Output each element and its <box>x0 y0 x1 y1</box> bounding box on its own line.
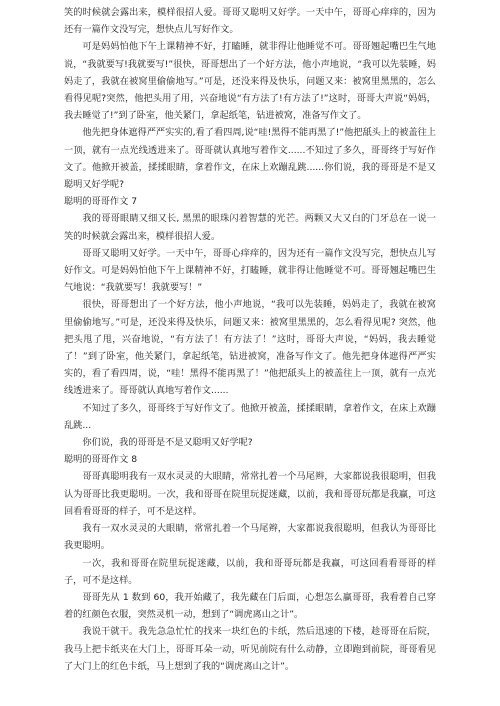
paragraph: 哥哥先从 1 数到 60，我开始藏了，我先藏在门后面，心想怎么赢哥哥，我看着自己穿着的红颜色衣服，突然灵机一动，想到了“调虎离山之计”。 <box>64 591 436 621</box>
paragraph: 我有一双水灵灵的大眼睛，常常扎着一个马尾辫，大家都说我很聪明，但我认为哥哥比我更聪明。 <box>64 523 436 552</box>
paragraph: 我的哥哥眼睛又细又长, 黑黑的眼珠闪着智慧的光芒。两颗又大又白的门牙总在一说一笑的时候就会露出来，模样很招人爱。 <box>64 213 436 242</box>
paragraph: 可是妈妈怕他下午上课精神不好，打瞌睡，就非得让他睡觉不可。哥哥翘起嘴巴生气地说，“我就要写!我就要写!”很快，哥哥想出了一个好方法，他小声地说，“我可以先装睡，妈妈走了，我就在被窝里偷偷地写。”可是，还没来得及快乐，问题又来：被窝里黑黑的，怎么看得见呢?突然，他把头用了用，兴奋地说“有方法了!有方法了!”这时，哥哥大声说“妈妈，我去睡觉了!”到了卧室，他关紧门，拿起纸笔，钻进被窝，准备写作文了。 <box>64 41 436 122</box>
section-heading: 聪明的哥哥作文 8 <box>64 454 138 466</box>
paragraph: 我说干就干。我先急急忙忙的找来一块红色的卡纸，然后迅速的下楼，趁哥哥在后院，我马上把卡纸夹在大门上，哥哥耳朵一动，听见前院有什么动静，立即跑到前院，哥哥看见了大门上的红色卡纸，马上想到了我的“调虎离山之计”。 <box>64 626 436 672</box>
section-heading: 聪明的哥哥作文 7 <box>64 196 138 208</box>
paragraph: 哥哥又聪明又好学。一天中午，哥哥心痒痒的，因为还有一篇作文没写完，想快点儿写好作文。可是妈妈怕他下午上课精神不好，打瞌睡，就非得让他睡觉不可。哥哥翘起嘴巴生气地说：“我就要写！我就要写！” <box>64 247 436 294</box>
paragraph: 你们说，我的哥哥是不是又聪明又好学呢? <box>82 437 253 449</box>
paragraph: 笑的时候就会露出来，模样很招人爱。哥哥又聪明又好学。一天中午，哥哥心痒痒的，因为还有一篇作文没写完，想快点儿写好作文。 <box>64 7 436 36</box>
paragraph: 一次，我和哥哥在院里玩捉迷藏，以前，我和哥哥玩都是我赢，可这回看看哥哥的样子，可不是这样。 <box>64 557 436 586</box>
paragraph: 哥哥真聪明我有一双水灵灵的大眼睛，常常扎着一个马尾辫，大家都说我很聪明，但我认为哥哥比我更聪明。一次，我和哥哥在院里玩捉迷藏，以前，我和哥哥玩都是我赢，可这回看看哥哥的样子，可不是这样。 <box>64 471 436 517</box>
paragraph: 他先把身体遮得严严实实的,看了看四周,说“哇!黑得不能再黑了!”他把舐头上的被盖往上一顶，就有一点光线透进来了。哥哥就认真地写着作文......不知过了多久，哥哥终于写好作文了。他掀开被盖，揉揉眼睛，拿着作文，在床上欢蹦乱跳......你们说，我的哥哥是不是又聪明又好学呢? <box>64 127 436 191</box>
paragraph: 不知过了多久，哥哥终于写好作文了。他掀开被盖，揉揉眼睛，拿着作文，在床上欢蹦乱跳... <box>64 402 436 431</box>
paragraph: 很快，哥哥想出了一个好方法，他小声地说，“我可以先装睡，妈妈走了，我就在被窝里偷偷地写。”可是，还没来得及快乐，问题又来：被窝里黑黑的，怎么看得见呢? 突然，他把头甩了甩，兴奋地说，“有方法了！有方法了！”这时，哥哥大声说，“妈妈，我去睡觉了！”到了卧室，他关紧门，拿起纸笔，钻进被窝，准备写作文了。他先把身体遮得严严实实的，看了看四周，说，“哇！黑得不能再黑了！”他把舐头上的被盖往上一顶，就有一点光线透进来了。哥哥就认真地写着作文...... <box>64 299 436 397</box>
